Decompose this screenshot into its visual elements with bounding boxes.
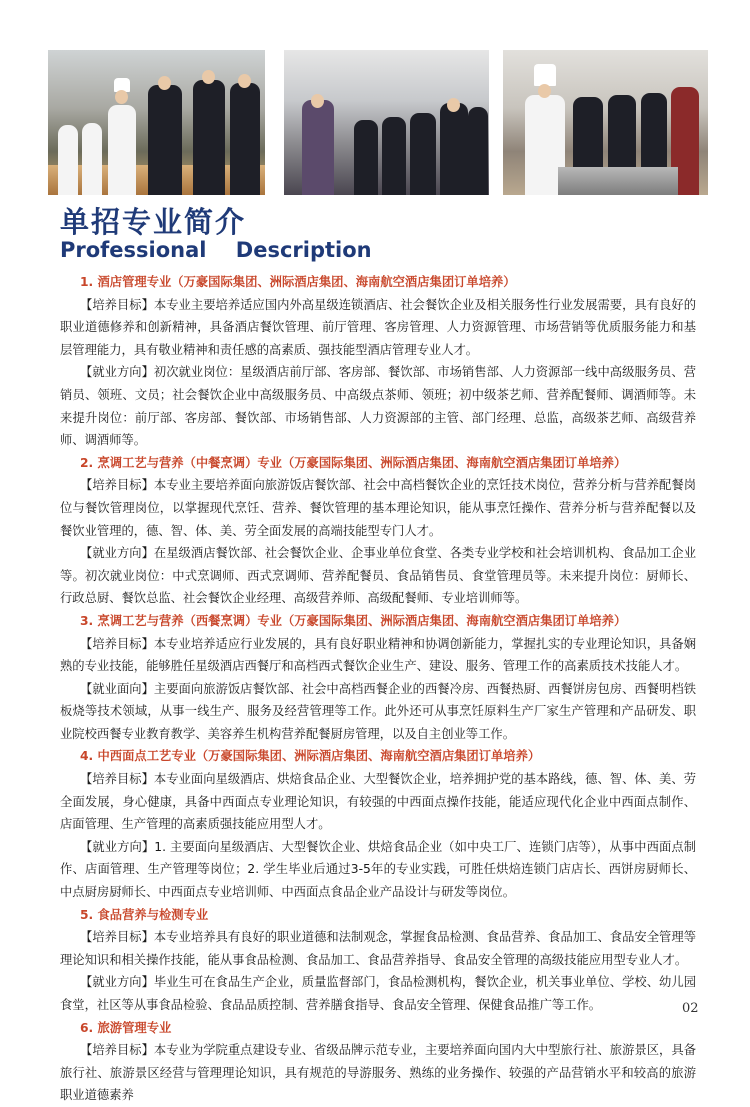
section-paragraph: 【培养目标】本专业面向星级酒店、烘焙食品企业、大型餐饮企业，培养拥护党的基本路线，德、智、体、美、劳全面发展，身心健康，具备中西面点专业理论知识，有较强的中西面点操作技能，能适应现代化企业中西面点制作、店面管理、生产管理的高素质强技能应用型人才。 — [60, 772, 696, 832]
page-number: 02 — [682, 1001, 699, 1016]
chef-demonstration-photo — [503, 50, 708, 195]
visitor-figure — [148, 85, 182, 195]
person-head — [202, 70, 215, 84]
visitor-figure — [410, 113, 436, 195]
section-title: 4. 中西面点工艺专业（万豪国际集团、洲际酒店集团、海南航空酒店集团订单培养） — [80, 749, 541, 764]
visitor-figure — [440, 103, 468, 195]
chef-figure — [82, 123, 102, 195]
food-counter — [558, 167, 678, 195]
section-title: 3. 烹调工艺与营养（西餐烹调）专业（万豪国际集团、洲际酒店集团、海南航空酒店集团订单培养） — [80, 613, 627, 628]
section-paragraph: 【培养目标】本专业主要培养适应国内外高星级连锁酒店、社会餐饮企业及相关服务性行业发展需要，具有良好的职业道德修养和创新精神，具备酒店餐饮管理、前厅管理、客房管理、人力资源管理、市场营销等优质服务能力和基层管理能力，具有敬业精神和责任感的高素质、强技能型酒店管理专业人才。 — [60, 297, 696, 357]
person-head — [311, 94, 324, 108]
program-section — [60, 271, 696, 452]
person-head — [158, 76, 171, 90]
section-paragraph: 【就业方向】1. 主要面向星级酒店、大型餐饮企业、烘焙食品企业（如中央工厂、连锁门店等），从事中西面点制作、店面管理、生产管理等岗位；2. 学生毕业后通过3-5年的专业实践，可胜任烘焙连锁门店店长、西饼房厨师长、中点厨房厨师长、中西面点专业培训师、中西面点食品企业产品设计与研发等岗位。 — [60, 839, 696, 900]
person-head — [115, 90, 128, 104]
program-section — [60, 1017, 696, 1107]
chef-hat — [534, 64, 556, 86]
person-head — [538, 84, 551, 98]
visitor-figure — [382, 117, 406, 195]
kitchen-inspection-photo — [48, 50, 265, 195]
section-paragraph: 【培养目标】本专业主要培养面向旅游饭店餐饮部、社会中高档餐饮企业的烹饪技术岗位，营养分析与营养配餐岗位与餐饮管理岗位，以掌握现代烹饪、营养、餐饮管理的基本理论知识，能从事烹饪操作、营养分析与营养配餐以及餐饮业管理的，德、智、体、美、劳全面发展的高端技能型专门人才。 — [60, 478, 696, 538]
program-section — [60, 904, 696, 1017]
section-title: 6. 旅游管理专业 — [80, 1020, 172, 1035]
photo-strip — [48, 50, 708, 195]
section-paragraph: 【培养目标】本专业为学院重点建设专业、省级品牌示范专业，主要培养面向国内大中型旅行社、旅游景区，具备旅行社、旅游景区经营与管理理论知识，具有规范的导游服务、熟练的业务操作、较强的产品营销水平和较高的旅游职业道德素养 — [60, 1043, 696, 1103]
chef-figure — [108, 105, 136, 195]
visitor-figure — [354, 120, 378, 195]
section-paragraph: 【培养目标】本专业培养适应行业发展的，具有良好职业精神和协调创新能力，掌握扎实的专业理论知识，具备娴熟的专业技能，能够胜任星级酒店西餐厅和高档西式餐饮企业生产、建设、服务、管理工作的高素质技术技能人才。 — [60, 636, 696, 674]
person-head — [238, 74, 251, 88]
chef-figure — [58, 125, 78, 195]
program-section — [60, 610, 696, 746]
page-subtitle: Professional Description — [60, 238, 372, 262]
section-paragraph: 【就业面向】主要面向旅游饭店餐饮部、社会中高档西餐企业的西餐冷房、西餐热厨、西餐饼房包房、西餐明档铁板烧等技术领域，从事一线生产、服务及经营管理等工作。此外还可从事烹饪原料生产厂家生产管理和产品研发、职业院校西餐专业教育教学、美容养生机构营养配餐厨房管理，以及自主创业等工作。 — [60, 681, 696, 741]
visit-group-photo — [284, 50, 489, 195]
section-title: 2. 烹调工艺与营养（中餐烹调）专业（万豪国际集团、洲际酒店集团、海南航空酒店集团订单培养） — [80, 455, 627, 470]
section-title: 5. 食品营养与检测专业 — [80, 907, 209, 922]
program-section — [60, 745, 696, 903]
section-paragraph: 【就业方向】初次就业岗位：星级酒店前厅部、客房部、餐饮部、市场销售部、人力资源部一线中高级服务员、营销员、领班、文员；社会餐饮企业中高级服务员、中高级点茶师、领班；初中级茶艺师、营养配餐师、调酒师等。未来提升岗位：前厅部、客房部、餐饮部、市场销售部、人力资源部的主管、部门经理、总监，高级茶艺师、高级营养师、调酒师等。 — [60, 365, 696, 448]
host-figure — [302, 100, 334, 195]
section-paragraph: 【就业方向】毕业生可在食品生产企业，质量监督部门，食品检测机构，餐饮企业，机关事业单位、学校、幼儿园食堂，社区等从事食品检验、食品品质控制、营养膳食指导、食品安全管理、保健食品推广等工作。 — [60, 975, 696, 1012]
visitor-figure — [468, 107, 488, 195]
section-title: 1. 酒店管理专业（万豪国际集团、洲际酒店集团、海南航空酒店集团订单培养） — [80, 275, 516, 289]
program-section — [60, 452, 696, 610]
person-head — [447, 98, 460, 112]
visitor-figure — [193, 80, 225, 195]
section-paragraph: 【就业方向】在星级酒店餐饮部、社会餐饮企业、企事业单位食堂、各类专业学校和社会培训机构、食品加工企业等。初次就业岗位：中式烹调师、西式烹调师、营养配餐员、食品销售员、食堂管理员等。未来提升岗位：厨师长、行政总厨、餐饮总监、社会餐饮企业经理、高级营养师、高级配餐师、专业培训师等。 — [60, 546, 696, 606]
page-title: 单招专业简介 — [60, 205, 247, 239]
visitor-figure — [230, 83, 260, 195]
program-list — [60, 271, 696, 1107]
section-paragraph: 【培养目标】本专业培养具有良好的职业道德和法制观念，掌握食品检测、食品营养、食品加工、食品安全管理等理论知识和相关操作技能，能从事食品检测、食品加工、食品营养指导、食品安全管理的高级技能应用型专业人才。 — [60, 930, 696, 967]
